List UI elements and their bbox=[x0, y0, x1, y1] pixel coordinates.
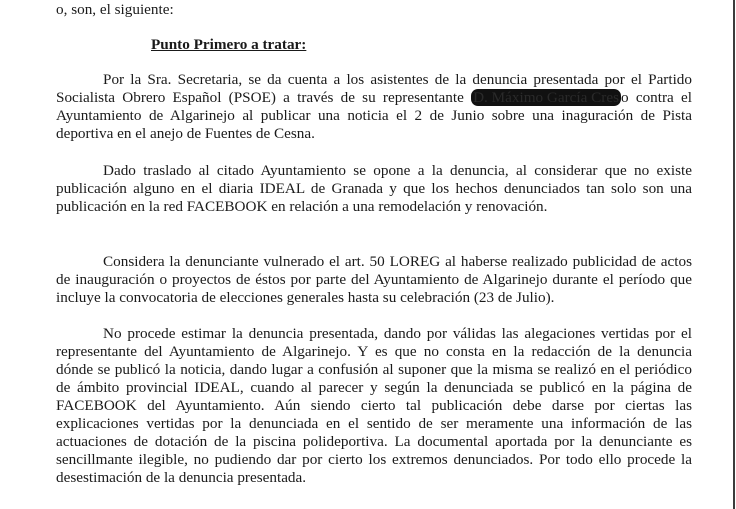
paragraph-line-with-redaction bbox=[56, 89, 692, 107]
paragraph-line: representante del Ayuntamiento de Algarinejo. Y es que no consta en la redacción de la denuncia bbox=[56, 343, 692, 360]
paragraph-line: Dado traslado al citado Ayuntamiento se opone a la denuncia, al considerar que no existe bbox=[103, 162, 692, 179]
paragraph-line: actuaciones de dotación de la piscina polideportiva. La documental aportada por la denunciante es bbox=[56, 433, 692, 450]
paragraph-line: incluye la convocatoria de elecciones generales hasta su celebración (23 de Julio). bbox=[56, 289, 555, 306]
intro-line: o, son, el siguiente: bbox=[56, 1, 174, 18]
paragraph-line: desestimación de la denuncia presentada. bbox=[56, 469, 307, 486]
paragraph-line: publicación en la red FACEBOOK en relación a una remodelación y renovación. bbox=[56, 198, 548, 215]
paragraph-line: explicaciones vertidas por la denunciada en el sentido de ser meramente una información de las bbox=[56, 415, 692, 432]
text-before-redaction: Socialista Obrero Español (PSOE) a través de su representante bbox=[56, 89, 464, 106]
paragraph-line: Ayuntamiento de Algarinejo al publicar una noticia el 2 de Junio sobre una inaguración de Pista bbox=[56, 107, 692, 124]
paragraph-line: Considera la denunciante vulnerado el art. 50 LOREG al haberse realizado publicidad de actos bbox=[103, 253, 692, 270]
paragraph-line: No procede estimar la denuncia presentada, dando por válidas las alegaciones vertidas por el bbox=[103, 325, 692, 342]
redacted-name: D. Máximo García Cres bbox=[473, 89, 620, 106]
text-after-redaction: o contra el bbox=[621, 89, 692, 106]
paragraph-line: sencillmante ilegible, no pudiendo dar por cierto los extremos denunciados. Por todo ello procede la bbox=[56, 451, 692, 468]
paragraph-line: Por la Sra. Secretaria, se da cuenta a los asistentes de la denuncia presentada por el Partido bbox=[103, 71, 692, 88]
page-edge-border bbox=[733, 0, 735, 509]
section-heading: Punto Primero a tratar: bbox=[151, 36, 307, 53]
paragraph-line: publicación alguno en el diaria IDEAL de Granada y que los hechos denunciados tan solo son una bbox=[56, 180, 692, 197]
paragraph-line: dónde se publicó la noticia, dando lugar a confusión al suponer que la misma se realizó en el periódico bbox=[56, 361, 692, 378]
paragraph-line: de inauguración o proyectos de éstos por parte del Ayuntamiento de Algarinejo durante el período que bbox=[56, 271, 692, 288]
paragraph-line: FACEBOOK del Ayuntamiento. Aún siendo cierto tal publicación debe darse por ciertas las bbox=[56, 397, 692, 414]
paragraph-line: deportiva en el anejo de Fuentes de Cesna. bbox=[56, 125, 315, 142]
paragraph-line: de ámbito provincial IDEAL, cuando al parecer y según la denunciada se publicó en la página de bbox=[56, 379, 692, 396]
